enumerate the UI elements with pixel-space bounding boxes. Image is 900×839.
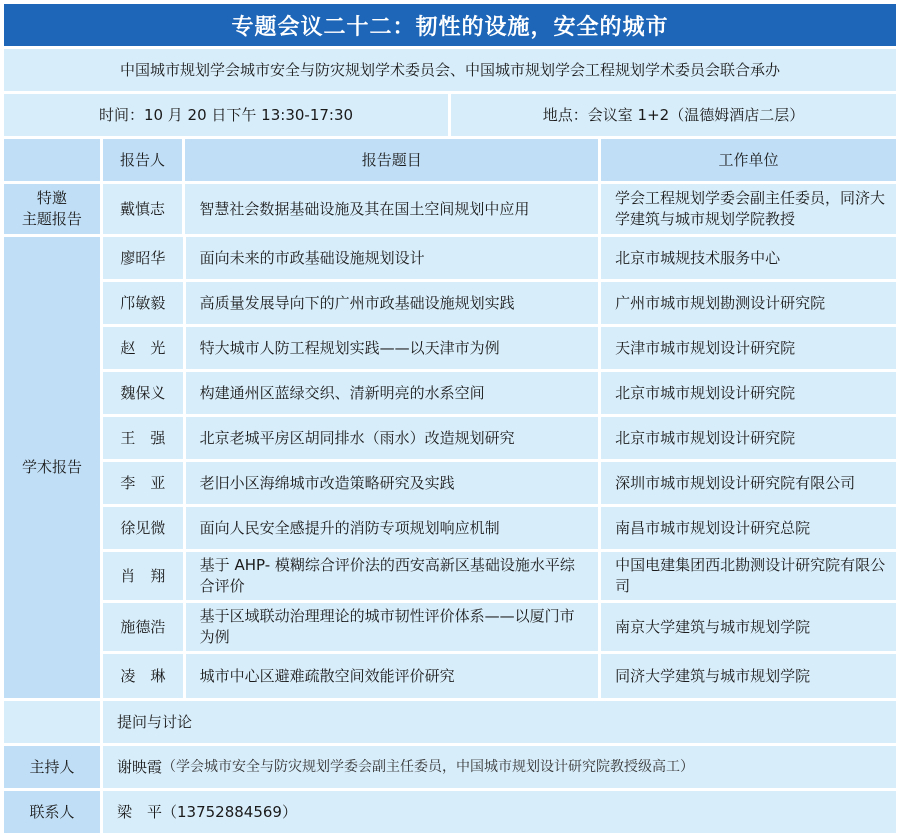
table-row [103, 282, 896, 324]
table-row [103, 654, 896, 698]
table-row [103, 603, 896, 651]
category-academic: 学术报告 [4, 237, 100, 698]
report-topic: 老旧小区海绵城市改造策略研究及实践 [186, 462, 598, 504]
session-location: 地点：会议室 1+2（温德姆酒店二层） [451, 94, 896, 136]
reporter-org: 广州市城市规划勘测设计研究院 [601, 282, 896, 324]
report-topic: 面向未来的市政基础设施规划设计 [186, 237, 598, 279]
table-row [103, 417, 896, 459]
header-reporter: 报告人 [103, 139, 183, 181]
discussion-label: 提问与讨论 [103, 701, 896, 743]
header-topic: 报告题目 [185, 139, 598, 181]
table-row [103, 237, 896, 279]
report-topic: 智慧社会数据基础设施及其在国土空间规划中应用 [185, 184, 598, 234]
special-report-row [4, 184, 896, 234]
table-row [103, 462, 896, 504]
reporter-name: 魏保义 [103, 372, 183, 414]
session-time: 时间：10 月 20 日下午 13:30-17:30 [4, 94, 448, 136]
header-blank [4, 139, 100, 181]
session-title: 专题会议二十二：韧性的设施，安全的城市 [4, 4, 896, 46]
reporter-name: 戴慎志 [103, 184, 183, 234]
reporter-org: 北京市城规技术服务中心 [601, 237, 896, 279]
header-org: 工作单位 [601, 139, 896, 181]
report-topic: 北京老城平房区胡同排水（雨水）改造规划研究 [186, 417, 598, 459]
reporter-name: 邝敏毅 [103, 282, 183, 324]
reporter-name: 徐见微 [103, 507, 183, 549]
reporter-org: 深圳市城市规划设计研究院有限公司 [601, 462, 896, 504]
reporter-org: 同济大学建筑与城市规划学院 [601, 654, 896, 698]
reporter-name: 肖 翔 [103, 552, 183, 600]
table-row [103, 327, 896, 369]
reporter-name: 凌 琳 [103, 654, 183, 698]
host-row [4, 746, 896, 788]
table-header-row [4, 139, 896, 181]
host-note: （学会城市安全与防灾规划学委会副主任委员，中国城市规划设计研究院教授级高工） [162, 758, 695, 775]
reporter-org: 北京市城市规划设计研究院 [601, 372, 896, 414]
reporter-org: 北京市城市规划设计研究院 [601, 417, 896, 459]
contact-value: 梁 平（13752884569） [103, 791, 896, 833]
host-label: 主持人 [4, 746, 100, 788]
reporter-name: 施德浩 [103, 603, 183, 651]
report-topic: 特大城市人防工程规划实践——以天津市为例 [186, 327, 598, 369]
reporter-name: 王 强 [103, 417, 183, 459]
host-info [103, 746, 896, 788]
reporter-org: 南京大学建筑与城市规划学院 [601, 603, 896, 651]
table-row [103, 507, 896, 549]
report-topic: 构建通州区蓝绿交织、清新明亮的水系空间 [186, 372, 598, 414]
contact-row [4, 791, 896, 833]
reporter-name: 李 亚 [103, 462, 183, 504]
report-topic: 高质量发展导向下的广州市政基础设施规划实践 [186, 282, 598, 324]
table-row [103, 552, 896, 600]
time-location-row [4, 94, 896, 136]
discussion-row [4, 701, 896, 743]
host-name: 谢映霞 [117, 757, 163, 776]
reporter-org: 中国电建集团西北勘测设计研究院有限公司 [601, 552, 896, 600]
report-topic: 基于 AHP- 模糊综合评价法的西安高新区基础设施水平综合评价 [186, 552, 598, 600]
organizers-row [4, 49, 896, 91]
report-topic: 面向人民安全感提升的消防专项规划响应机制 [186, 507, 598, 549]
report-topic: 城市中心区避难疏散空间效能评价研究 [186, 654, 598, 698]
reporter-name: 廖昭华 [103, 237, 183, 279]
category-special: 特邀 主题报告 [4, 184, 100, 234]
discussion-blank [4, 701, 100, 743]
reporter-org: 学会工程规划学委会副主任委员，同济大学建筑与城市规划学院教授 [601, 184, 896, 234]
report-topic: 基于区域联动治理理论的城市韧性评价体系——以厦门市为例 [186, 603, 598, 651]
reporter-org: 南昌市城市规划设计研究总院 [601, 507, 896, 549]
contact-label: 联系人 [4, 791, 100, 833]
reporter-org: 天津市城市规划设计研究院 [601, 327, 896, 369]
table-row [103, 372, 896, 414]
reporter-name: 赵 光 [103, 327, 183, 369]
organizers-text: 中国城市规划学会城市安全与防灾规划学术委员会、中国城市规划学会工程规划学术委员会联合承办 [4, 49, 896, 91]
